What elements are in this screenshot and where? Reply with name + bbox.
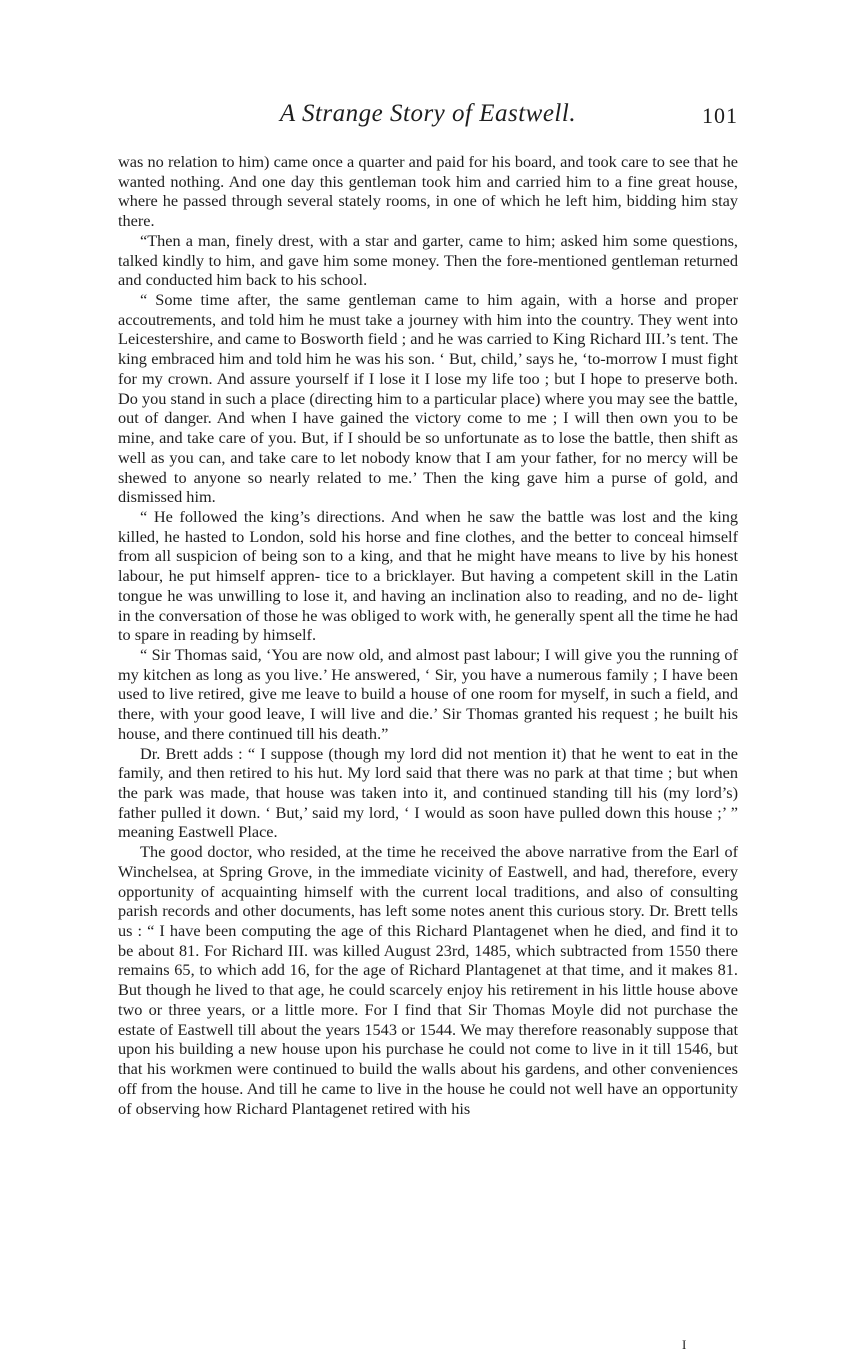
- paragraph-5: “ Sir Thomas said, ‘You are now old, and almost past labour; I will give you the running of my kitchen as long as you live.’ He answered, ‘ Sir, you have a numerous family ; I have been used to live retired, give me leave to build a house of one room for myself, in such a field, and there, with your good leave, I will live and die.’ Sir Thomas granted his request ; he built his house, and there continued till his death.”: [118, 644, 738, 743]
- paragraph-7: The good doctor, who resided, at the time he received the above narrative from the Earl of Winchelsea, at Spring Grove, in the immediate vicinity of Eastwell, and had, therefore, every opportunity of acquainting himself with the current local traditions, and also of consulting parish records and other documents, has left some notes anent this curious story. Dr. Brett tells us : “ I have been computing the age of this Richard Plantagenet when he died, and find it to be about 81. For Richard III. was killed August 23rd, 1485, which subtracted from 1550 there remains 65, to which add 16, for the age of Richard Plantagenet at that time, and it makes 81. But though he lived to that age, he could scarcely enjoy his retirement in his little house above two or three years, or a little more. For I find that Sir Thomas Moyle did not purchase the estate of Eastwell till about the years 1543 or 1544. We may therefore reasonably suppose that upon his building a new house upon his purchase he could not come to live in it till 1546, but that his workmen were continued to build the walls about his gardens, and other conveniences off from the house. And till he came to live in the house he could not well have an opportunity of observing how Richard Plantagenet retired with his: [118, 842, 738, 1118]
- paragraph-2: “Then a man, finely drest, with a star and garter, came to him; asked him some questions, talked kindly to him, and gave him some money. Then the fore-mentioned gentleman returned and conducted him back to his school.: [118, 230, 738, 290]
- paragraph-1: was no relation to him) came once a quarter and paid for his board, and took care to see that he wanted nothing. And one day this gentleman took him and carried him to a fine great house, where he passed through several stately rooms, in one of which he left him, bidding him stay there.: [118, 152, 738, 231]
- running-head: [118, 100, 738, 130]
- paragraph-4: “ He followed the king’s directions. And when he saw the battle was lost and the king killed, he hasted to London, sold his horse and fine clothes, and the better to conceal himself from all suspicion of being son to a king, and that he might have means to live by his honest labour, he put himself appren- tice to a bricklayer. But having a competent skill in the Latin tongue he was unwilling to lose it, and having an inclination also to reading, and no de- light in the conversation of those he was obliged to work with, he generally spent all the time he had to spare in reading by himself.: [118, 506, 738, 645]
- paragraph-3: “ Some time after, the same gentleman came to him again, with a horse and proper accoutrements, and told him he must take a journey with him into the country. They went into Leicestershire, and came to Bosworth field ; and he was carried to King Richard III.’s tent. The king embraced him and told him he was his son. ‘ But, child,’ says he, ‘to-morrow I must fight for my crown. And assure yourself if I lose it I lose my life too ; but I hope to preserve both. Do you stand in such a place (directing him to a particular place) where you may see the battle, out of danger. And when I have gained the victory come to me ; I will then own you to be mine, and take care of you. But, if I should be so unfortunate as to lose the battle, then shift as well as you can, and take care to let nobody know that I am your father, for no mercy will be shewed to anyone so nearly related to me.’ Then the king gave him a purse of gold, and dismissed him.: [118, 290, 738, 507]
- page-number: 101: [702, 103, 738, 128]
- signature-mark: I: [682, 1337, 687, 1352]
- running-title: A Strange Story of Eastwell.: [279, 100, 577, 127]
- body-text: [118, 152, 738, 1118]
- paragraph-6: Dr. Brett adds : “ I suppose (though my lord did not mention it) that he went to eat in the family, and then retired to his hut. My lord said that there was no park at that time ; but when the park was made, that house was taken into it, and continued standing till his (my lord’s) father pulled it down. ‘ But,’ said my lord, ‘ I would as soon have pulled down this house ;’ ” meaning Eastwell Place.: [118, 743, 738, 842]
